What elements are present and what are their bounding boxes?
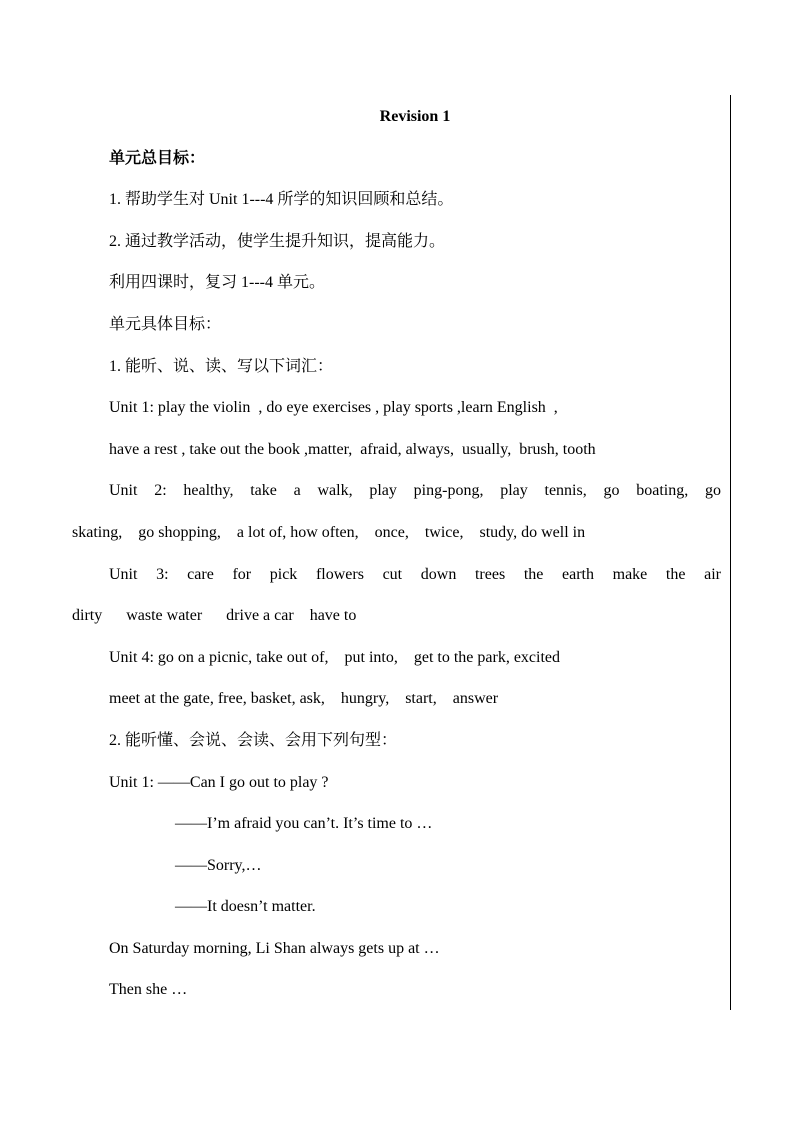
vocab-line: Unit 1: play the violin , do eye exercises , play sports ,learn English , [109,399,558,417]
section-heading-overall-goals: 单元总目标： [109,149,206,167]
vocab-line: have a rest , take out the book ,matter, afraid, always, usually, brush, tooth [109,440,596,458]
vocab-line: skating, go shopping, a lot of, how often, once, twice, study, do well in [72,523,586,541]
goal-item: 2. 通过教学活动，使学生提升知识，提高能力。 [109,232,446,250]
document-body [72,96,721,1011]
section-heading-specific-goals: 单元具体目标： [109,315,222,333]
sentence-pattern: Then she … [109,981,188,999]
sentence-pattern: ——It doesn’t matter. [175,898,316,916]
sentence-pattern: On Saturday morning, Li Shan always gets up at … [109,939,440,957]
sentence-pattern: Unit 1: ——Can I go out to play ? [109,773,329,791]
sentence-pattern: ——I’m afraid you can’t. It’s time to … [175,815,433,833]
vocab-line: dirty waste water drive a car have to [72,607,357,625]
vocab-line: Unit 3: care for pick flowers cut down trees the earth make the air [109,565,721,583]
vocab-line: Unit 4: go on a picnic, take out of, put into, get to the park, excited [109,648,561,666]
goal-item: 2. 能听懂、会说、会读、会用下列句型： [109,731,398,749]
sentence-pattern: ——Sorry,… [175,856,262,874]
vocab-line: Unit 2: healthy, take a walk, play ping-pong, play tennis, go boating, go [109,482,721,500]
page-title: Revision 1 [379,108,451,125]
page-margin-line [730,95,731,1010]
paragraph: 利用四课时，复习 1---4 单元。 [109,274,325,292]
goal-item: 1. 帮助学生对 Unit 1---4 所学的知识回顾和总结。 [109,191,454,209]
goal-item: 1. 能听、说、读、写以下词汇： [109,357,334,375]
vocab-line: meet at the gate, free, basket, ask, hungry, start, answer [109,690,499,708]
